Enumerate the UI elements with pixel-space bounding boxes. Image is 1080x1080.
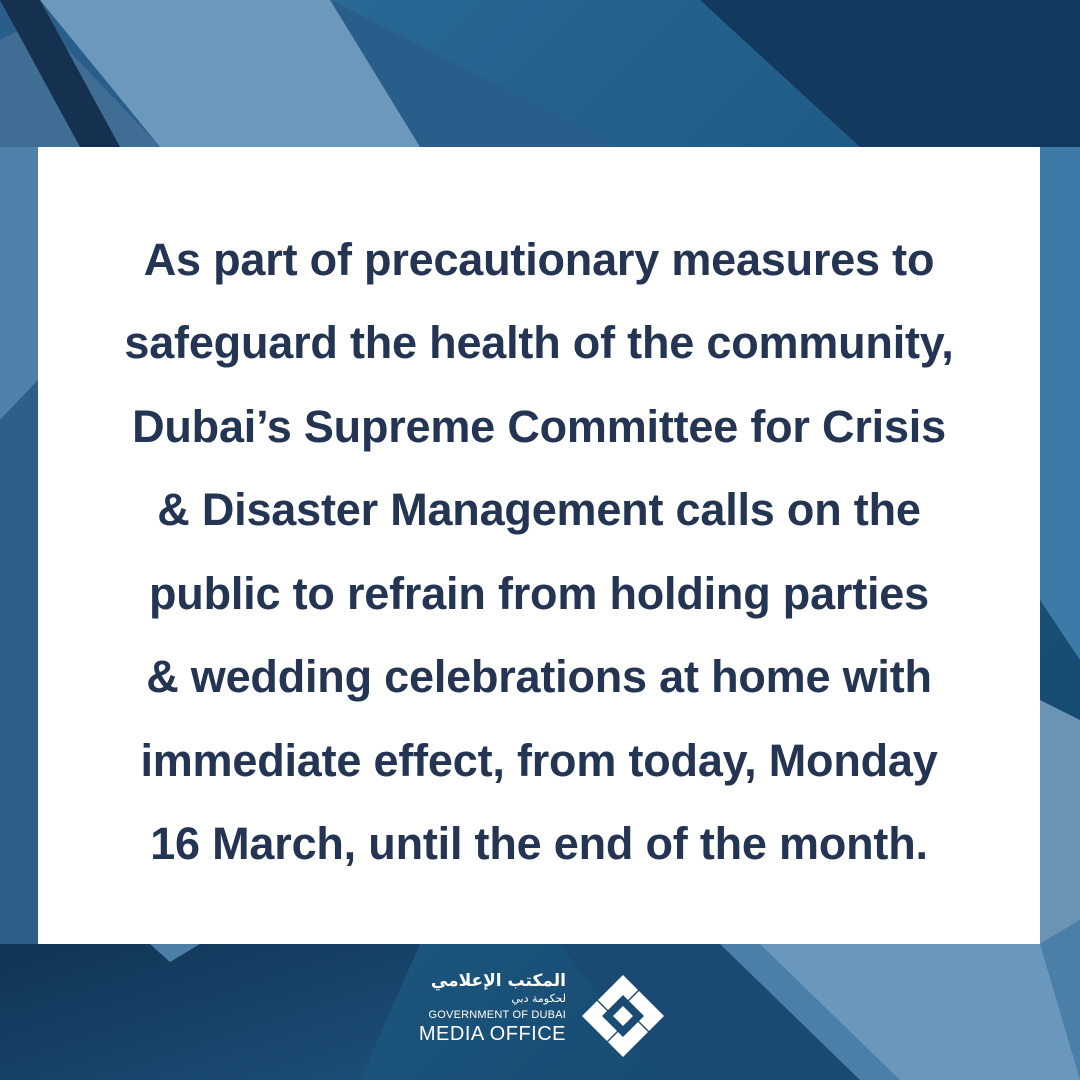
logo-arabic-subtitle: لحكومة دبي xyxy=(511,992,566,1005)
announcement-line: immediate effect, from today, Monday xyxy=(140,734,938,786)
logo-arabic-title: المكتب الإعلامي xyxy=(430,971,566,991)
announcement-line: public to refrain from holding parties xyxy=(149,567,929,619)
announcement-line: Dubai’s Supreme Committee for Crisis xyxy=(132,400,946,452)
logo-office-name: MEDIA OFFICE xyxy=(418,1023,566,1045)
logo-org-name: GOVERNMENT OF DUBAI xyxy=(428,1009,566,1021)
announcement-text xyxy=(59,218,1019,886)
media-office-emblem-icon xyxy=(580,973,666,1059)
logo-wordmark xyxy=(410,970,566,1046)
announcement-line: & Disaster Management calls on the xyxy=(157,484,921,535)
announcement-line: & wedding celebrations at home with xyxy=(146,651,932,702)
announcement-line: safeguard the health of the community, xyxy=(124,317,954,368)
announcement-line: As part of precautionary measures to xyxy=(143,233,935,285)
announcement-line: 16 March, until the end of the month. xyxy=(150,818,928,869)
media-office-logo xyxy=(410,970,670,1060)
announcement-card xyxy=(38,147,1040,944)
